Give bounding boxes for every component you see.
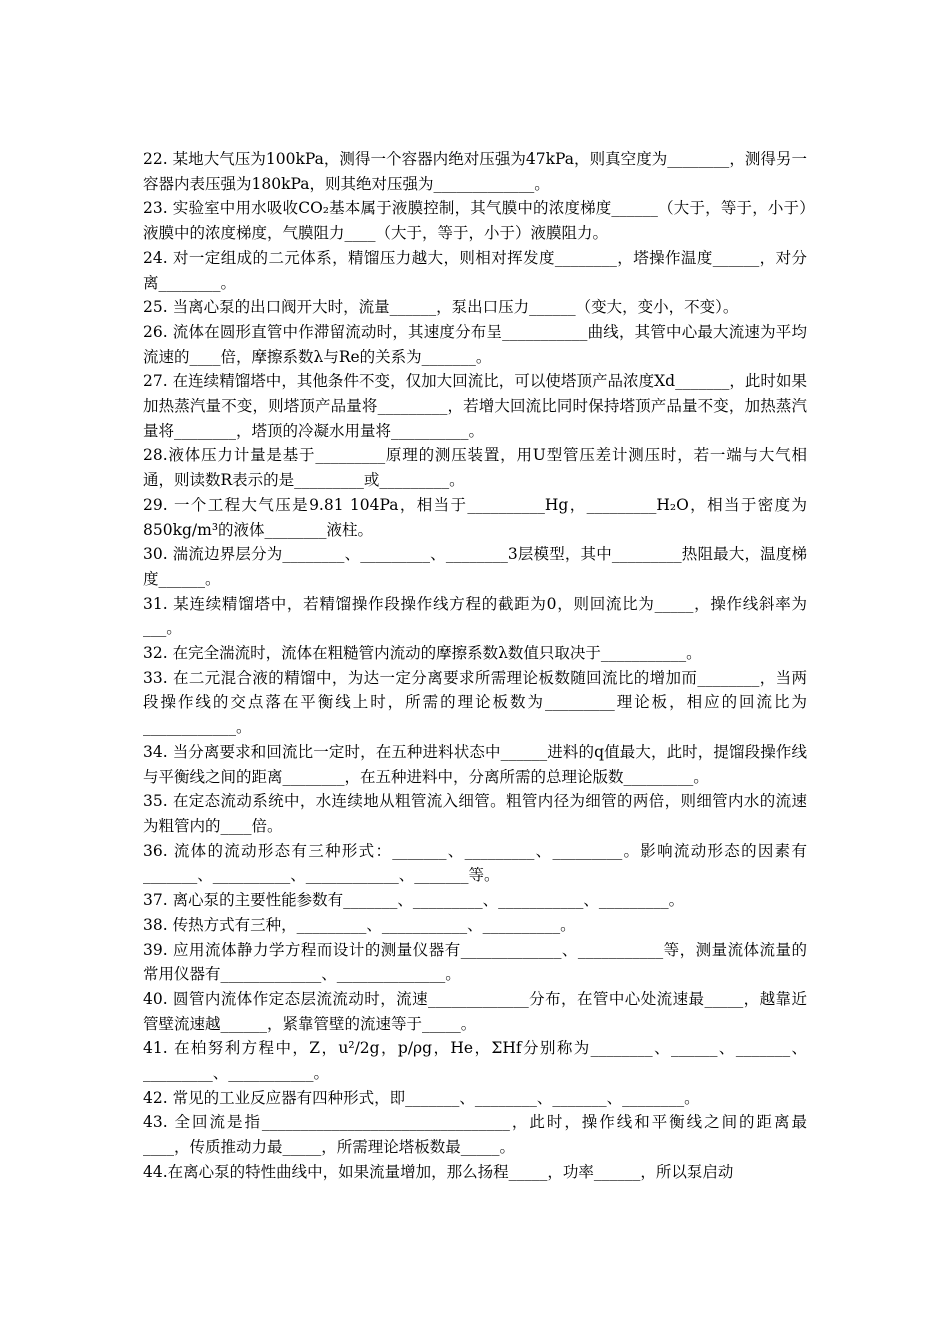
question-32: 32. 在完全湍流时，流体在粗糙管内流动的摩擦系数λ数值只取决于___________。 bbox=[143, 644, 702, 663]
question-30: 30. 湍流边界层分为________、_________、________3层模型，其中_________热阻最大，温度梯度______。 bbox=[143, 545, 807, 588]
question-26: 26. 流体在圆形直管中作滞留流动时，其速度分布呈___________曲线，其管中心最大流速为平均流速的____倍，摩擦系数λ与Re的关系为_______。 bbox=[143, 322, 807, 366]
question-28: 28.液体压力计量是基于_________原理的测压装置，用U型管压差计测压时，若一端与大气相通，则读数R表示的是_________或_________。 bbox=[143, 446, 807, 490]
question-25: 25. 当离心泵的出口阀开大时，流量______，泵出口压力______（变大，变小，不变）。 bbox=[143, 298, 739, 317]
question-27: 27. 在连续精馏塔中，其他条件不变，仅加大回流比，可以使塔顶产品浓度Xd_______，此时如果加热蒸汽量不变，则塔顶产品量将_________，若增大回流比同时保持塔顶产品量不变，加热蒸汽量将________，塔顶的冷凝水用量将__________。 bbox=[143, 372, 807, 440]
question-33: 33. 在二元混合液的精馏中，为达一定分离要求所需理论板数随回流比的增加而________，当两段操作线的交点落在平衡线上时，所需的理论板数为_________理论板，相应的回流比为____________。 bbox=[143, 668, 807, 737]
question-40: 40. 圆管内流体作定态层流流动时，流速_____________分布，在管中心处流速最_____，越靠近管壁流速越______，紧靠管壁的流速等于_____。 bbox=[143, 989, 807, 1033]
question-29: 29. 一个工程大气压是9.81 104Pa，相当于__________Hg，_________H₂O，相当于密度为850kg/m³的液体________液柱。 bbox=[143, 495, 807, 539]
question-42: 42. 常见的工业反应器有四种形式，即_______、________、_______、________。 bbox=[143, 1088, 700, 1107]
question-43: 43. 全回流是指________________________________，此时，操作线和平衡线之间的距离最____，传质推动力最_____，所需理论塔板数最_____。 bbox=[143, 1113, 807, 1157]
question-35: 35. 在定态流动系统中，水连续地从粗管流入细管。粗管内径为细管的两倍，则细管内水的流速为粗管内的____倍。 bbox=[143, 792, 807, 835]
question-41: 41. 在柏努利方程中，Z，u²/2g，p/ρg，He，ΣHf分别称为________、______、_______、_________、___________。 bbox=[143, 1039, 807, 1083]
question-23: 23. 实验室中用水吸收CO₂基本属于液膜控制，其气膜中的浓度梯度______（大于，等于，小于）液膜中的浓度梯度，气膜阻力____（大于，等于，小于）液膜阻力。 bbox=[143, 199, 807, 243]
question-44: 44.在离心泵的特性曲线中，如果流量增加，那么扬程_____，功率______，所以泵启动 bbox=[143, 1162, 734, 1181]
question-24: 24. 对一定组成的二元体系，精馏压力越大，则相对挥发度________，塔操作温度______，对分离________。 bbox=[143, 248, 807, 292]
question-39: 39. 应用流体静力学方程而设计的测量仪器有_____________、___________等，测量流体流量的常用仪器有_____________、______________。 bbox=[143, 940, 807, 984]
question-31: 31. 某连续精馏塔中，若精馏操作段操作线方程的截距为0，则回流比为_____，操作线斜率为___。 bbox=[143, 594, 807, 638]
question-34: 34. 当分离要求和回流比一定时，在五种进料状态中______进料的q值最大，此时，提馏段操作线与平衡线之间的距离________，在五种进料中，分离所需的总理论版数_________。 bbox=[143, 742, 807, 786]
question-22: 22. 某地大气压为100kPa，测得一个容器内绝对压强为47kPa，则真空度为________，测得另一容器内表压强为180kPa，则其绝对压强为_____________。 bbox=[143, 150, 807, 193]
question-37: 37. 离心泵的主要性能参数有_______、_________、___________、_________。 bbox=[143, 891, 685, 910]
question-list bbox=[143, 147, 807, 1185]
question-36: 36. 流体的流动形态有三种形式：_______、_________、_________。影响流动形态的因素有_______、__________、____________、_______等。 bbox=[143, 841, 807, 885]
question-38: 38. 传热方式有三种，_________、___________、__________。 bbox=[143, 915, 576, 934]
